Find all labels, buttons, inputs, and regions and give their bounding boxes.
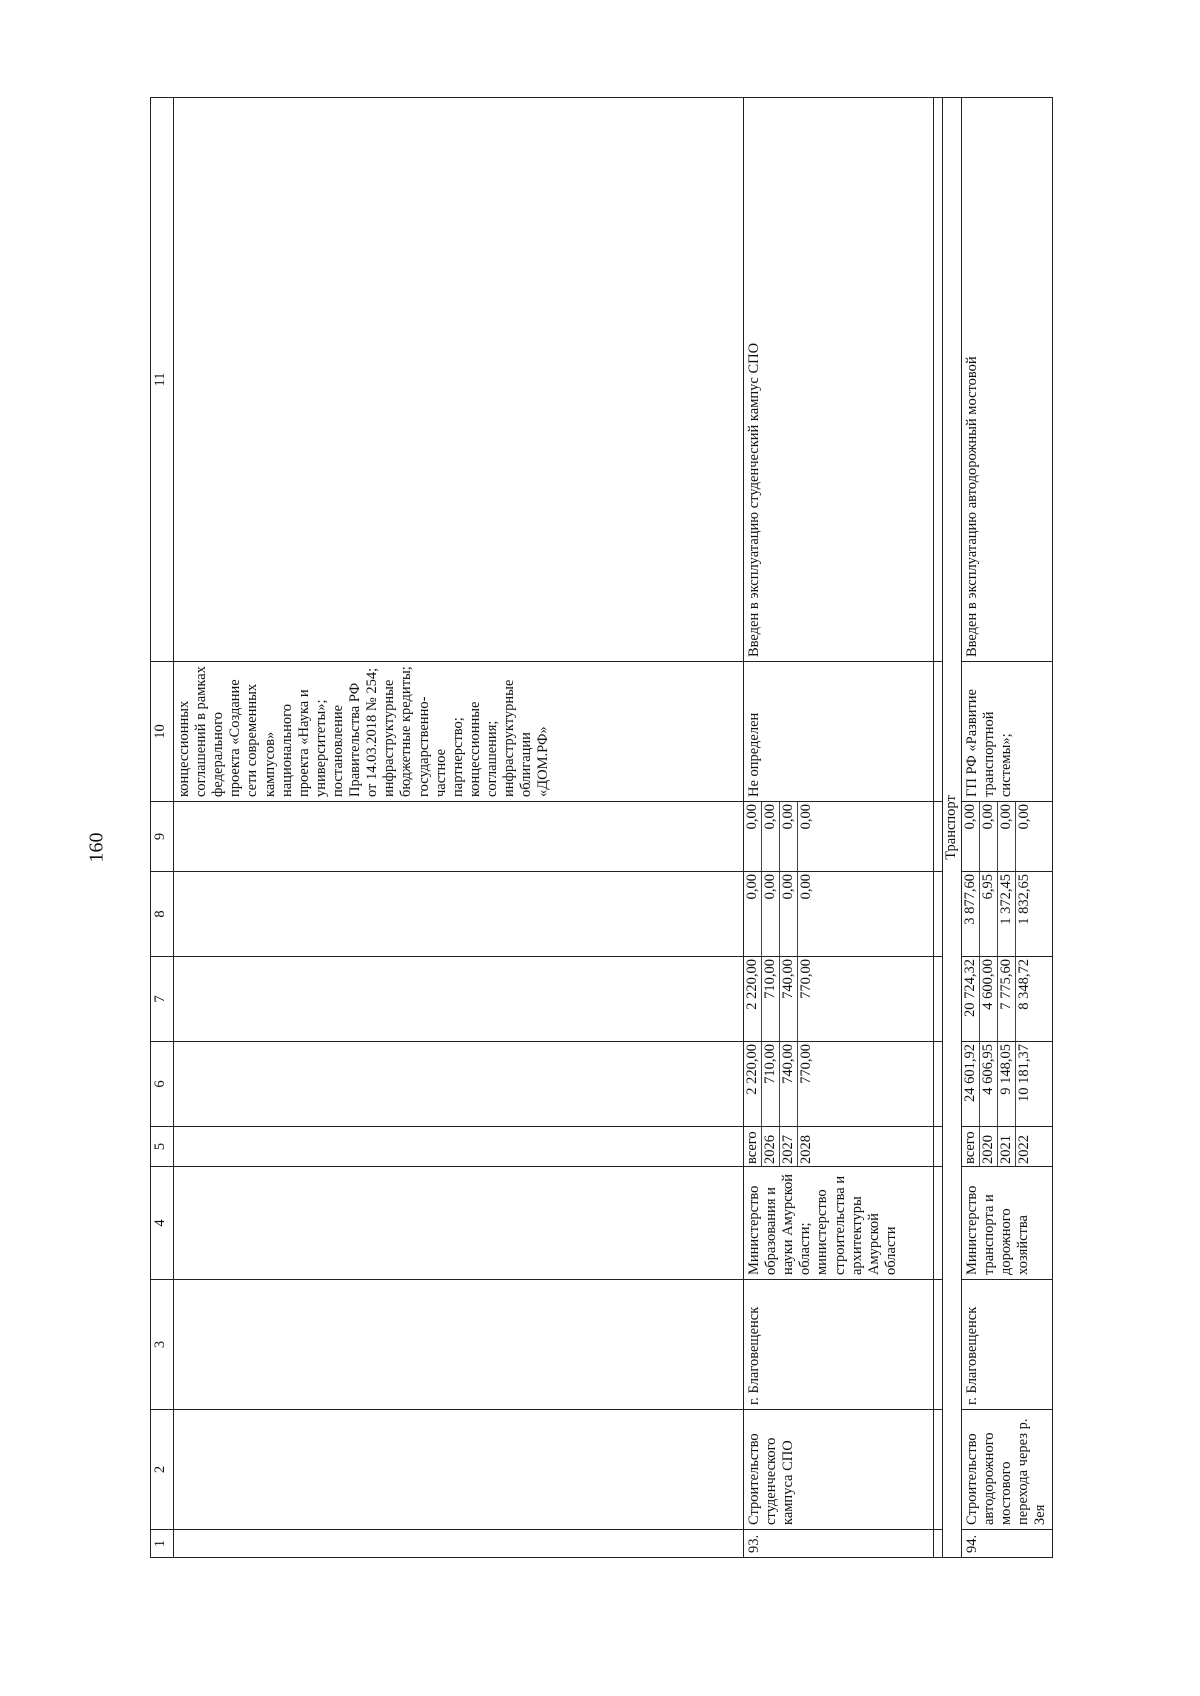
- amount: 770,00: [798, 1044, 814, 1084]
- amount: 4 600,00: [980, 957, 998, 1041]
- amount: 4 606,95: [980, 1042, 998, 1126]
- amount: 0,00: [762, 872, 780, 956]
- section-title: Транспорт: [943, 98, 962, 1558]
- amount: 0,00: [780, 872, 798, 956]
- amount: 1 832,65: [1016, 874, 1032, 925]
- amount: 740,00: [780, 957, 798, 1041]
- row-number: 94.: [962, 1530, 1053, 1558]
- header-cell: 6: [151, 1042, 174, 1127]
- amount: 8 348,72: [1016, 959, 1032, 1010]
- header-cell: 3: [151, 1280, 174, 1410]
- project-name: Строительство студенческого кампуса СПО: [744, 1410, 934, 1530]
- header-cell: 2: [151, 1410, 174, 1530]
- amount: 2 220,00: [744, 957, 762, 1041]
- project-name: Строительство автодорожного мостового перехода через р. Зея: [962, 1410, 1053, 1530]
- year-value: всего: [744, 1127, 762, 1166]
- amount: 770,00: [798, 959, 814, 999]
- amount: 0,00: [962, 802, 980, 871]
- year-value: 2027: [780, 1127, 798, 1166]
- header-cell: 1: [151, 1530, 174, 1558]
- responsible-body: Министерство образования и науки Амурской области; министерство строительства и архитектуры Амурской области: [744, 1167, 934, 1280]
- amount: 0,00: [744, 872, 762, 956]
- col8-cell: [962, 872, 1053, 957]
- amount: 0,00: [998, 802, 1016, 871]
- amount: 710,00: [762, 957, 780, 1041]
- year-value: 2020: [980, 1127, 998, 1166]
- amount: 740,00: [780, 1042, 798, 1126]
- col7-cell: [962, 957, 1053, 1042]
- amount: 0,00: [762, 802, 780, 871]
- table-row: [962, 98, 1053, 1558]
- header-row: [151, 98, 174, 1558]
- section-row: [943, 98, 962, 1558]
- financing-source-continuation: концессионных соглашений в рамках федерального проекта «Создание сети современных кампусов» национального проекта «Наука и университеты»; постановление Правительства РФ от 14.03.2018 № 254; инфраструктурные бюджетные кредиты; государственно-частное партнерство; концессионные соглашения; инфраструктурные облигации «ДОМ.РФ»: [174, 662, 744, 802]
- header-cell: 9: [151, 802, 174, 872]
- continuation-row: [174, 98, 744, 1558]
- col9-cell: [744, 802, 934, 872]
- col8-cell: [744, 872, 934, 957]
- years-cell: [744, 1127, 934, 1167]
- rotated-table-page: [150, 98, 1049, 1558]
- amount: 2 220,00: [744, 1042, 762, 1126]
- amount: 710,00: [762, 1042, 780, 1126]
- header-cell: 5: [151, 1127, 174, 1167]
- header-cell: 8: [151, 872, 174, 957]
- year-value: 2022: [1016, 1135, 1032, 1164]
- amount: 7 775,60: [998, 957, 1016, 1041]
- expected-result: Введен в эксплуатацию студенческий кампус СПО: [744, 98, 934, 662]
- amount: 24 601,92: [962, 1042, 980, 1126]
- amount: 9 148,05: [998, 1042, 1016, 1126]
- amount: 20 724,32: [962, 957, 980, 1041]
- table-row: [744, 98, 934, 1558]
- amount: 0,00: [744, 802, 762, 871]
- gap-row: [934, 98, 943, 1558]
- amount: 3 877,60: [962, 872, 980, 956]
- amount: 0,00: [980, 802, 998, 871]
- financing-source: ГП РФ «Развитие транспортной системы»;: [962, 662, 1053, 802]
- header-cell: 4: [151, 1167, 174, 1280]
- amount: 1 372,45: [998, 872, 1016, 956]
- years-cell: [962, 1127, 1053, 1167]
- year-value: 2026: [762, 1127, 780, 1166]
- responsible-body: Министерство транспорта и дорожного хозяйства: [962, 1167, 1053, 1280]
- col9-cell: [962, 802, 1053, 872]
- amount: 0,00: [798, 804, 814, 830]
- financing-source: Не определен: [744, 662, 934, 802]
- project-location: г. Благовещенск: [744, 1280, 934, 1410]
- amount: 0,00: [780, 802, 798, 871]
- project-location: г. Благовещенск: [962, 1280, 1053, 1410]
- amount: 10 181,37: [1016, 1044, 1032, 1102]
- col7-cell: [744, 957, 934, 1042]
- header-cell: 10: [151, 662, 174, 802]
- amount: 6,95: [980, 872, 998, 956]
- header-cell: 7: [151, 957, 174, 1042]
- page-number: 160: [85, 832, 108, 863]
- col6-cell: [962, 1042, 1053, 1127]
- year-value: 2028: [798, 1135, 814, 1164]
- projects-table: [150, 97, 1053, 1558]
- amount: 0,00: [1016, 804, 1032, 830]
- year-value: 2021: [998, 1127, 1016, 1166]
- amount: 0,00: [798, 874, 814, 900]
- row-number: 93.: [744, 1530, 934, 1558]
- col6-cell: [744, 1042, 934, 1127]
- year-value: всего: [962, 1127, 980, 1166]
- expected-result: Введен в эксплуатацию автодорожный мостовой: [962, 98, 1053, 662]
- header-cell: 11: [151, 98, 174, 662]
